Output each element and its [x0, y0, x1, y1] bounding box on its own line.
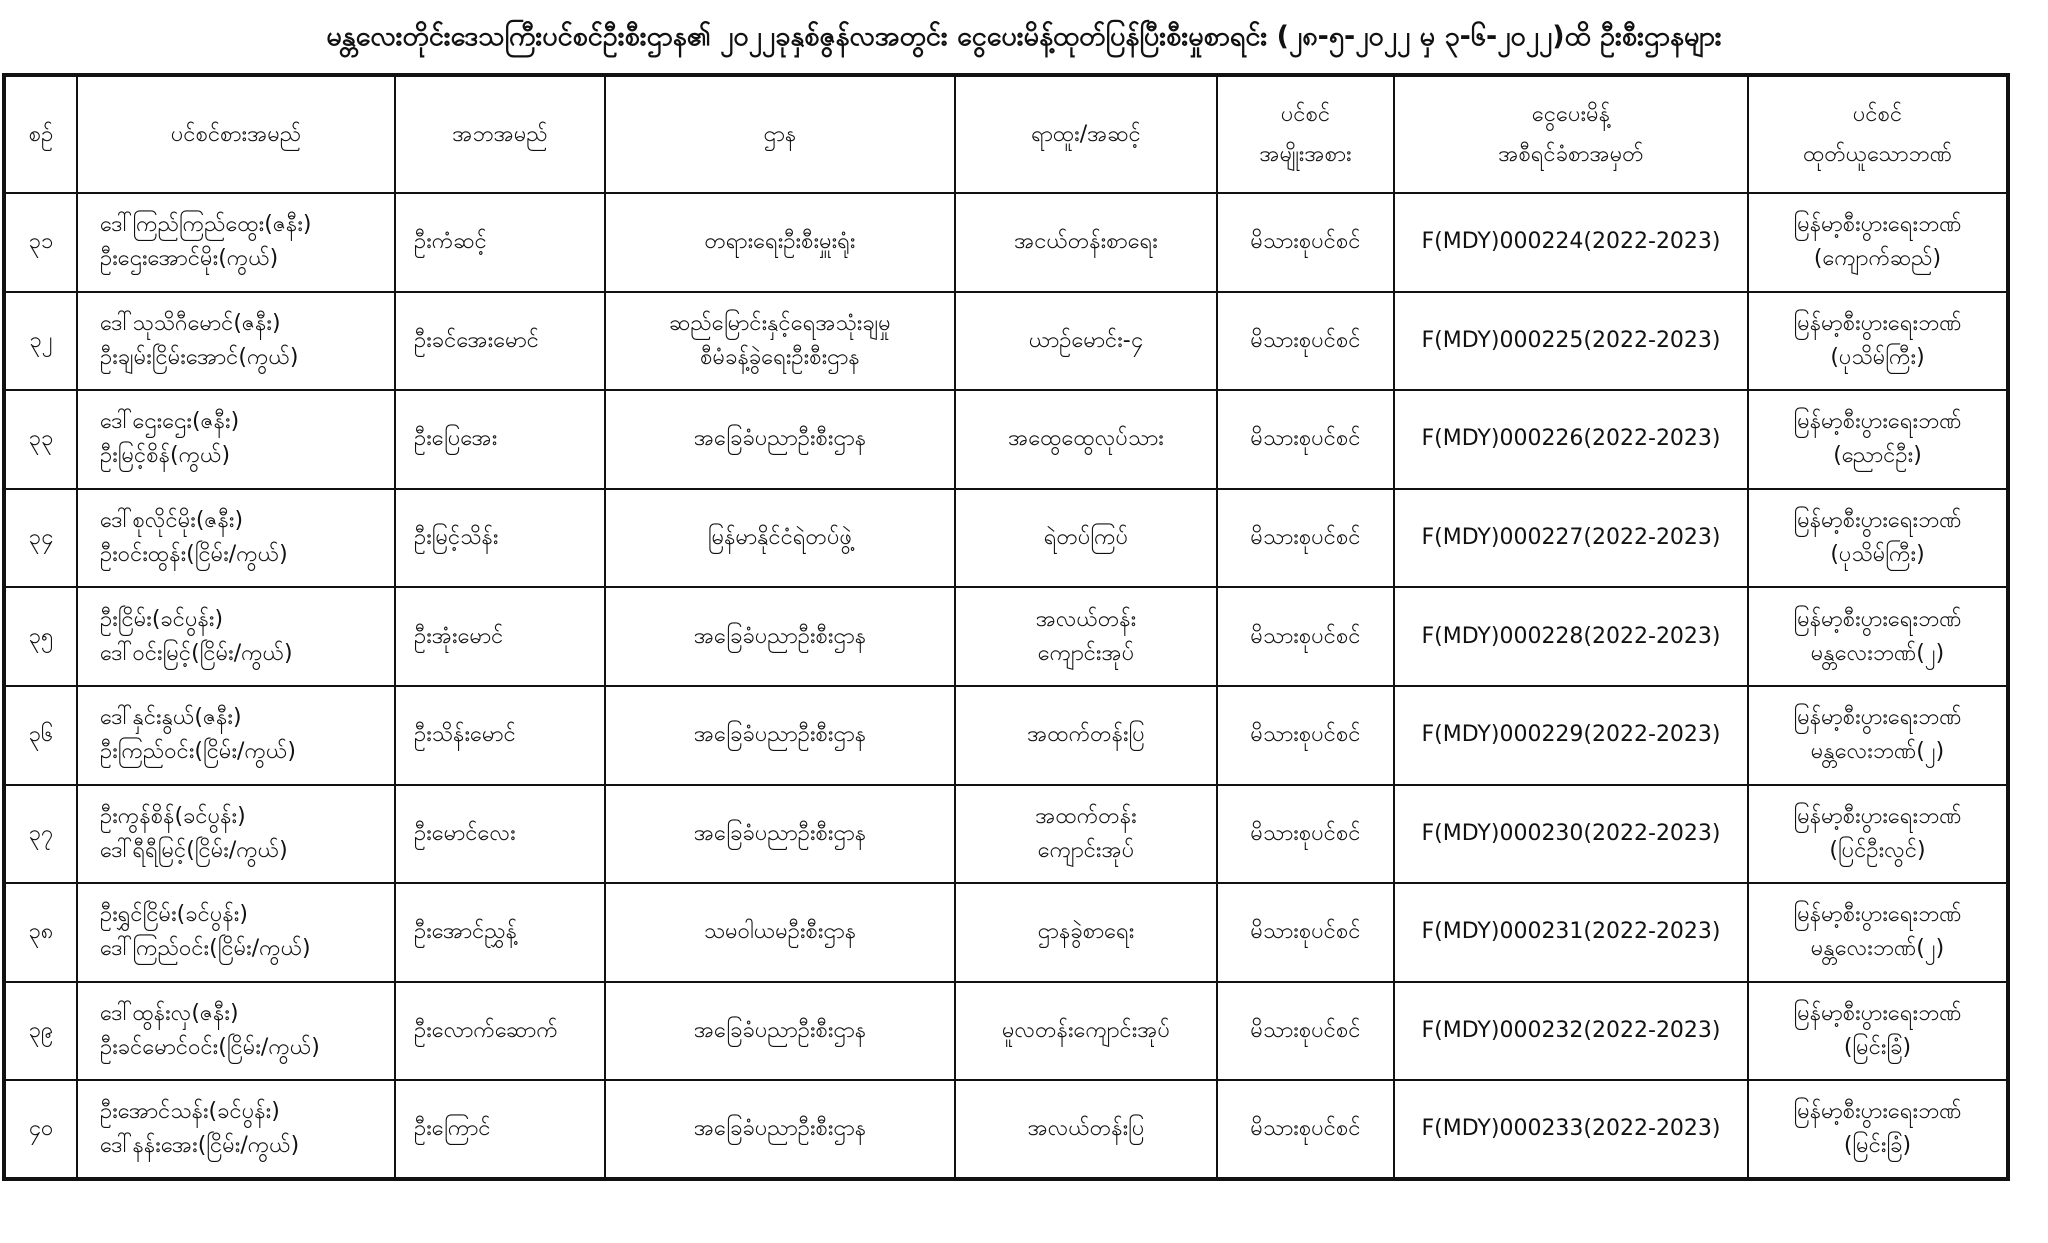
- cell-pensioner-name: ဒေါ်ဌေးဌေး(ဇနီး) ဦးမြင့်စိန်(ကွယ်): [77, 390, 395, 489]
- cell-bank: မြန်မာ့စီးပွားရေးဘဏ် မန္တလေးဘဏ်(၂): [1748, 587, 2008, 686]
- cell-rank: အငယ်တန်းစာရေး: [955, 193, 1217, 292]
- cell-bank: မြန်မာ့စီးပွားရေးဘဏ် (မြင်းခြံ): [1748, 1080, 2008, 1179]
- cell-department: သမဝါယမဦးစီးဌာန: [605, 883, 955, 982]
- cell-father-name: ဦးပြေအေး: [395, 390, 605, 489]
- cell-pensioner-name: ဦးကွန်စိန်(ခင်ပွန်း) ဒေါ်ရီရီမြင့်(ငြိမ်း/ကွယ်): [77, 785, 395, 884]
- cell-pension-type: မိသားစုပင်စင်: [1217, 883, 1394, 982]
- cell-rank: ရဲတပ်ကြပ်: [955, 489, 1217, 588]
- cell-department: အခြေခံပညာဦးစီးဌာန: [605, 390, 955, 489]
- table-row: [4, 883, 2008, 982]
- header-rank: ရာထူး/အဆင့်: [955, 75, 1217, 193]
- cell-father-name: ဦးမောင်လေး: [395, 785, 605, 884]
- header-no: စဉ်: [4, 75, 77, 193]
- cell-bank: မြန်မာ့စီးပွားရေးဘဏ် (ပုသိမ်ကြီး): [1748, 489, 2008, 588]
- cell-no: ၄၀: [4, 1080, 77, 1179]
- cell-department: အခြေခံပညာဦးစီးဌာန: [605, 785, 955, 884]
- cell-bank: မြန်မာ့စီးပွားရေးဘဏ် (ပြင်ဦးလွင်): [1748, 785, 2008, 884]
- cell-no: ၃၉: [4, 982, 77, 1081]
- table-row: [4, 785, 2008, 884]
- table-row: [4, 686, 2008, 785]
- cell-pensioner-name: ဦးအောင်သန်း(ခင်ပွန်း) ဒေါ်နန်းအေး(ငြိမ်း/ကွယ်): [77, 1080, 395, 1179]
- cell-rank: မူလတန်းကျောင်းအုပ်: [955, 982, 1217, 1081]
- header-pensioner-name: ပင်စင်စားအမည်: [77, 75, 395, 193]
- cell-department: မြန်မာနိုင်ငံရဲတပ်ဖွဲ့: [605, 489, 955, 588]
- table-row: [4, 292, 2008, 391]
- cell-bank: မြန်မာ့စီးပွားရေးဘဏ် (မြင်းခြံ): [1748, 982, 2008, 1081]
- table-row: [4, 193, 2008, 292]
- cell-pension-type: မိသားစုပင်စင်: [1217, 1080, 1394, 1179]
- cell-no: ၃၆: [4, 686, 77, 785]
- cell-department: အခြေခံပညာဦးစီးဌာန: [605, 1080, 955, 1179]
- cell-bank: မြန်မာ့စီးပွားရေးဘဏ် (ပုသိမ်ကြီး): [1748, 292, 2008, 391]
- cell-pension-type: မိသားစုပင်စင်: [1217, 390, 1394, 489]
- cell-pension-type: မိသားစုပင်စင်: [1217, 982, 1394, 1081]
- cell-pensioner-name: ဒေါ်ထွန်းလှ(ဇနီး) ဦးခင်မောင်ဝင်း(ငြိမ်း/ကွယ်): [77, 982, 395, 1081]
- cell-father-name: ဦးအုံးမောင်: [395, 587, 605, 686]
- cell-no: ၃၅: [4, 587, 77, 686]
- cell-pension-type: မိသားစုပင်စင်: [1217, 193, 1394, 292]
- cell-rank: အထွေထွေလုပ်သား: [955, 390, 1217, 489]
- table-row: [4, 587, 2008, 686]
- cell-father-name: ဦးသိန်းမောင်: [395, 686, 605, 785]
- cell-department: အခြေခံပညာဦးစီးဌာန: [605, 982, 955, 1081]
- cell-no: ၃၃: [4, 390, 77, 489]
- cell-rank: ဌာနခွဲစာရေး: [955, 883, 1217, 982]
- cell-rank: အထက်တန်းပြ: [955, 686, 1217, 785]
- cell-rank: အလယ်တန်း ကျောင်းအုပ်: [955, 587, 1217, 686]
- cell-payment-order: F(MDY)000229(2022-2023): [1394, 686, 1748, 785]
- cell-no: ၃၄: [4, 489, 77, 588]
- table-row: [4, 1080, 2008, 1179]
- cell-bank: မြန်မာ့စီးပွားရေးဘဏ် မန္တလေးဘဏ်(၂): [1748, 883, 2008, 982]
- cell-payment-order: F(MDY)000228(2022-2023): [1394, 587, 1748, 686]
- pension-table-container: [2, 73, 2006, 1181]
- cell-pension-type: မိသားစုပင်စင်: [1217, 587, 1394, 686]
- cell-no: ၃၁: [4, 193, 77, 292]
- cell-father-name: ဦးကံဆင့်: [395, 193, 605, 292]
- table-row: [4, 489, 2008, 588]
- cell-pensioner-name: ဒေါ်ကြည်ကြည်ထွေး(ဇနီး) ဦးဌေးအောင်မိုး(ကွယ်): [77, 193, 395, 292]
- cell-father-name: ဦးကြောင်: [395, 1080, 605, 1179]
- cell-bank: မြန်မာ့စီးပွားရေးဘဏ် (ညောင်ဦး): [1748, 390, 2008, 489]
- header-father-name: အဘအမည်: [395, 75, 605, 193]
- cell-payment-order: F(MDY)000226(2022-2023): [1394, 390, 1748, 489]
- cell-father-name: ဦးမြင့်သိန်း: [395, 489, 605, 588]
- page-title: မန္တလေးတိုင်းဒေသကြီးပင်စင်ဦးစီးဌာန၏ ၂၀၂၂ခုနှစ်ဇွန်လအတွင်း ငွေပေးမိန့်ထုတ်ပြန်ပြီးစီးမှုစာရင်း (၂၈-၅-၂၀၂၂ မှ ၃-၆-၂၀၂၂)ထိ ဦးစီးဌာနများ: [326, 21, 1722, 52]
- cell-pensioner-name: ဒေါ်နှင်းနွယ်(ဇနီး) ဦးကြည်ဝင်း(ငြိမ်း/ကွယ်): [77, 686, 395, 785]
- cell-payment-order: F(MDY)000231(2022-2023): [1394, 883, 1748, 982]
- table-body: [4, 193, 2008, 1179]
- cell-rank: အထက်တန်း ကျောင်းအုပ်: [955, 785, 1217, 884]
- cell-department: တရားရေးဦးစီးမှူးရုံး: [605, 193, 955, 292]
- cell-pensioner-name: ဦးငြိမ်း(ခင်ပွန်း) ဒေါ်ဝင်းမြင့်(ငြိမ်း/ကွယ်): [77, 587, 395, 686]
- cell-department: အခြေခံပညာဦးစီးဌာန: [605, 686, 955, 785]
- cell-payment-order: F(MDY)000233(2022-2023): [1394, 1080, 1748, 1179]
- cell-payment-order: F(MDY)000230(2022-2023): [1394, 785, 1748, 884]
- cell-pension-type: မိသားစုပင်စင်: [1217, 292, 1394, 391]
- pension-payment-table: [2, 73, 2010, 1181]
- cell-payment-order: F(MDY)000225(2022-2023): [1394, 292, 1748, 391]
- header-pension-type: ပင်စင် အမျိုးအစား: [1217, 75, 1394, 193]
- table-row: [4, 390, 2008, 489]
- header-payment-order: ငွေပေးမိန့် အစီရင်ခံစာအမှတ်: [1394, 75, 1748, 193]
- table-header-row: [4, 75, 2008, 193]
- cell-father-name: ဦးလောက်ဆောက်: [395, 982, 605, 1081]
- cell-father-name: ဦးခင်အေးမောင်: [395, 292, 605, 391]
- cell-pensioner-name: ဒေါ်သုသိဂီမောင်(ဇနီး) ဦးချမ်းငြိမ်းအောင်(ကွယ်): [77, 292, 395, 391]
- cell-department: အခြေခံပညာဦးစီးဌာန: [605, 587, 955, 686]
- cell-pension-type: မိသားစုပင်စင်: [1217, 489, 1394, 588]
- cell-payment-order: F(MDY)000227(2022-2023): [1394, 489, 1748, 588]
- cell-no: ၃၂: [4, 292, 77, 391]
- cell-no: ၃၈: [4, 883, 77, 982]
- cell-father-name: ဦးအောင်ညွှန့်: [395, 883, 605, 982]
- cell-department: ဆည်မြောင်းနှင့်ရေအသုံးချမှု စီမံခန့်ခွဲရေးဦးစီးဌာန: [605, 292, 955, 391]
- table-row: [4, 982, 2008, 1081]
- header-department: ဌာန: [605, 75, 955, 193]
- cell-pensioner-name: ဦးရွှင်ငြိမ်း(ခင်ပွန်း) ဒေါ်ကြည်ဝင်း(ငြိမ်း/ကွယ်): [77, 883, 395, 982]
- cell-no: ၃၇: [4, 785, 77, 884]
- cell-rank: ယာဉ်မောင်း-၄: [955, 292, 1217, 391]
- cell-bank: မြန်မာ့စီးပွားရေးဘဏ် (ကျောက်ဆည်): [1748, 193, 2008, 292]
- cell-rank: အလယ်တန်းပြ: [955, 1080, 1217, 1179]
- cell-payment-order: F(MDY)000232(2022-2023): [1394, 982, 1748, 1081]
- cell-pension-type: မိသားစုပင်စင်: [1217, 785, 1394, 884]
- cell-bank: မြန်မာ့စီးပွားရေးဘဏ် မန္တလေးဘဏ်(၂): [1748, 686, 2008, 785]
- cell-payment-order: F(MDY)000224(2022-2023): [1394, 193, 1748, 292]
- cell-pension-type: မိသားစုပင်စင်: [1217, 686, 1394, 785]
- cell-pensioner-name: ဒေါ်စုလိုင်မိုး(ဇနီး) ဦးဝင်းထွန်း(ငြိမ်း/ကွယ်): [77, 489, 395, 588]
- header-bank: ပင်စင် ထုတ်ယူသောဘဏ်: [1748, 75, 2008, 193]
